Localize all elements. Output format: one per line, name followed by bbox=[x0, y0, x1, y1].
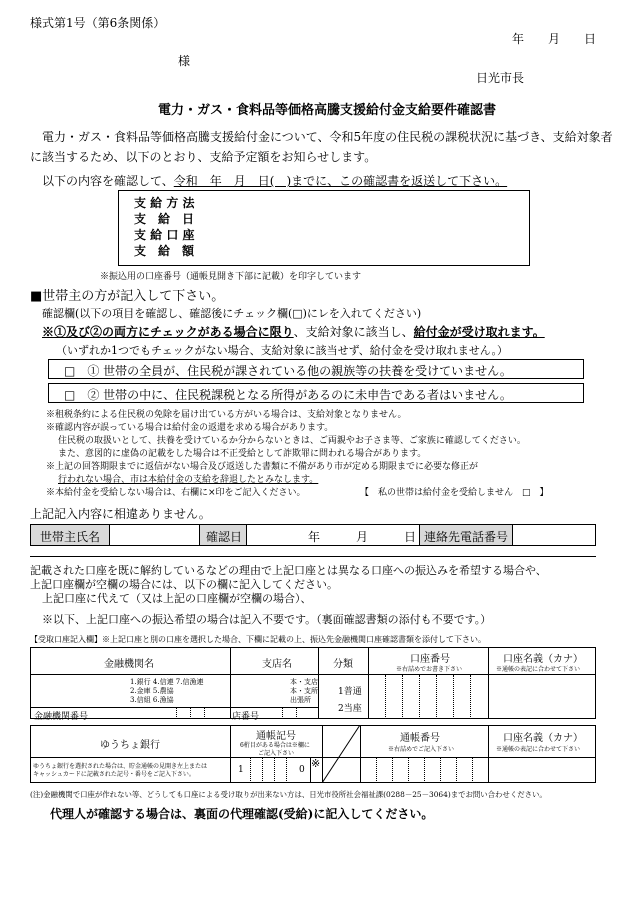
branch-type-1: 本・支店 bbox=[290, 678, 318, 686]
instr2-bold: ※①及び②の両方にチェックがある場合に限り bbox=[42, 325, 294, 339]
confirm-statement: 上記記入内容に相違ありません。 bbox=[30, 507, 211, 521]
agent-note: 代理人が確認する場合は、裏面の代理確認(受給)に記入してください。 bbox=[50, 807, 434, 821]
other-account-line2: 上記口座欄が空欄の場合には、以下の欄に記入してください。 bbox=[30, 578, 338, 591]
category-header: 分類 bbox=[333, 659, 353, 670]
account-form-header: 【受取口座記入欄】※上記口座と別の口座を選択した場合、下欄に記載の上、振込先金融機関口座確認書類を添付して下さい。 bbox=[30, 635, 486, 644]
date-day: 日 bbox=[584, 32, 597, 46]
payment-account-label: 支 給 口 座 bbox=[134, 228, 195, 242]
pbnum-dot-2 bbox=[392, 758, 393, 783]
householder-heading: ■世帯主の方が記入して下さい。 bbox=[30, 289, 225, 304]
bank-col-divider-1 bbox=[230, 647, 231, 719]
branch-type-3: 出張所 bbox=[290, 696, 311, 704]
category-option-2[interactable]: 2当座 bbox=[338, 704, 362, 714]
branch-code-label: 店番号 bbox=[232, 712, 260, 722]
acct-digit-dot-2 bbox=[402, 675, 403, 719]
confirm-year: 年 bbox=[308, 530, 321, 544]
account-holder-note: ※通帳の表記に合わせて下さい bbox=[496, 666, 581, 673]
branch-code-dot-1 bbox=[282, 708, 283, 719]
other-account-line4: ※以下、上記口座への振込希望の場合は記入不要です。（裏面確認書類の添付も不要です。） bbox=[42, 613, 492, 626]
section-divider bbox=[30, 556, 596, 557]
footer-note: (注)金融機関で口座が作れない等、どうしても口座による受け取りが出来ない方は、日光市役所社会福祉課(0288－25－3064)までお問い合わせください。 bbox=[30, 790, 547, 799]
bank-name-header: 金融機関名 bbox=[104, 659, 154, 670]
date-month: 月 bbox=[548, 32, 561, 46]
bank-code-dot-2 bbox=[190, 708, 191, 719]
instr2-underline: 給付金が受け取れます。 bbox=[413, 325, 545, 339]
payment-box-note: ※振込用の口座番号（通帳見開き下部に記載）を印字しています bbox=[100, 272, 362, 282]
bank-col-divider-3 bbox=[368, 647, 369, 719]
page-title: 電力・ガス・食料品等価格高騰支援給付金支給要件確認書 bbox=[158, 103, 497, 118]
yucho-col-divider-1 bbox=[230, 725, 231, 783]
yucho-note1: ゆうちょ銀行を選択された場合は、貯金通帳の見開き左上または bbox=[33, 763, 208, 770]
branch-type-2: 本・支所 bbox=[290, 687, 318, 695]
yucho-col-divider-4 bbox=[488, 725, 489, 783]
instr2-mid: 、支給対象に該当し、 bbox=[293, 325, 414, 339]
branch-name-header: 支店名 bbox=[262, 659, 292, 670]
symbol-first-digit: 1 bbox=[238, 765, 244, 775]
payment-method-label: 支 給 方 法 bbox=[134, 196, 195, 210]
bank-type-2: 2.金庫 5.農協 bbox=[130, 687, 174, 695]
acct-digit-dot-5 bbox=[453, 675, 454, 719]
note-4: また、意図的に虚偽の記載をした場合は不正受給として詐欺罪に問われる場合があります。 bbox=[58, 449, 427, 459]
date-input[interactable] bbox=[246, 524, 420, 546]
pbnum-dot-5 bbox=[440, 758, 441, 783]
bank-table-header-divider bbox=[30, 674, 596, 675]
acct-digit-dot-4 bbox=[436, 675, 437, 719]
householder-instr1: 確認欄(以下の項目を確認し、確認後にチェック欄(□)にレを入れてください) bbox=[42, 307, 422, 320]
deadline-text: 令和 年 月 日( )までに、この確認書を返送して下さい。 bbox=[173, 174, 508, 188]
note-5: ※上記の回答期限までに返信がない場合及び返送した書類に不備があり市が定める期限までに必要な修正が bbox=[46, 462, 479, 472]
branch-code-dot-2 bbox=[296, 708, 297, 719]
pbnum-dot-6 bbox=[456, 758, 457, 783]
note-2: ※確認内容が誤っている場合は給付金の返還を求める場合があります。 bbox=[46, 423, 334, 433]
pbnum-dot-3 bbox=[408, 758, 409, 783]
check-1-label: □ ① 世帯の全員が、住民税が課されている他の親族等の扶養を受けていません。 bbox=[64, 364, 512, 378]
symbol-dot-4 bbox=[286, 758, 287, 783]
confirm-month: 月 bbox=[356, 530, 369, 544]
yucho-label: ゆうちょ銀行 bbox=[100, 740, 160, 751]
symbol-dot-2 bbox=[262, 758, 263, 783]
date-label: 確認日 bbox=[206, 530, 243, 544]
acct-digit-dot-1 bbox=[385, 675, 386, 719]
householder-instr3: （いずれか1つでもチェックがない場合、支給対象に該当せず、給付金を受け取れません。） bbox=[56, 344, 508, 357]
other-account-line3: 上記口座に代えて（又は上記の口座欄が空欄の場合）、 bbox=[42, 592, 312, 605]
acct-digit-dot-6 bbox=[470, 675, 471, 719]
symbol-star: ※ bbox=[311, 757, 321, 770]
note-7: ※本給付金を受給しない場合は、右欄に×印をご記入ください。 bbox=[46, 488, 306, 498]
phone-input[interactable] bbox=[512, 524, 596, 546]
note-3: 住民税の取扱いとして、扶養を受けているか分からないときは、ご両親やお子さま等、ご家族に確認してください。 bbox=[58, 436, 526, 446]
bank-code-dot-3 bbox=[204, 708, 205, 719]
yucho-holder-header: 口座名義（カナ） bbox=[503, 733, 583, 744]
check-2-label: □ ② 世帯の中に、住民税課税となる所得があるのに未申告である者はいません。 bbox=[64, 388, 512, 402]
note-1: ※租税条約による住民税の免除を届け出ている方がいる場合は、支給対象となりません。 bbox=[46, 410, 407, 420]
deadline-line bbox=[42, 172, 507, 189]
other-account-line1: 記載された口座を既に解約しているなどの理由で上記口座とは異なる口座への振込みを希望する場合や、 bbox=[30, 564, 547, 577]
bank-code-label: 金融機関番号 bbox=[34, 712, 89, 722]
bank-col-divider-2 bbox=[318, 647, 319, 719]
bank-type-3: 3.信組 6.漁協 bbox=[130, 696, 174, 704]
intro-line1: 電力・ガス・食料品等価格高騰支援給付金について、令和5年度の住民税の課税状況に基づき、支給対象者 bbox=[42, 130, 613, 144]
yucho-holder-note: ※通帳の表記に合わせて下さい bbox=[496, 746, 581, 753]
deadline-prefix: 以下の内容を確認して、 bbox=[42, 174, 174, 188]
phone-label: 連絡先電話番号 bbox=[424, 530, 509, 544]
symbol-dot-1 bbox=[250, 758, 251, 783]
passbook-symbol-header: 通帳記号 bbox=[256, 731, 296, 742]
bank-table-code-divider bbox=[30, 707, 318, 708]
passbook-number-note: ※右詰めでご記入下さい bbox=[388, 746, 455, 753]
account-number-note: ※右詰めでお書き下さい bbox=[396, 666, 463, 673]
bank-col-divider-4 bbox=[488, 647, 489, 719]
form-number: 様式第1号（第6条関係） bbox=[30, 16, 166, 30]
category-option-1[interactable]: 1普通 bbox=[338, 687, 362, 697]
name-input[interactable] bbox=[109, 524, 200, 546]
passbook-symbol-note2: ご記入下さい bbox=[258, 750, 295, 757]
name-label: 世帯主氏名 bbox=[40, 530, 101, 544]
account-number-header: 口座番号 bbox=[410, 654, 450, 665]
symbol-dot-3 bbox=[274, 758, 275, 783]
decline-checkbox-label[interactable]: 【 私の世帯は給付金を受給しません □ 】 bbox=[360, 488, 549, 498]
yucho-diagonal bbox=[322, 725, 360, 783]
householder-instr2 bbox=[42, 323, 545, 340]
account-holder-header: 口座名義（カナ） bbox=[503, 654, 583, 665]
pbnum-dot-7 bbox=[472, 758, 473, 783]
acct-digit-dot-3 bbox=[419, 675, 420, 719]
note-6: 行われない場合、市は本給付金の支給を辞退したとみなします。 bbox=[58, 475, 319, 485]
pbnum-dot-1 bbox=[376, 758, 377, 783]
bank-code-dot-1 bbox=[176, 708, 177, 719]
passbook-symbol-note1: 6桁目がある場合は※欄に bbox=[240, 742, 310, 749]
addressee-suffix: 様 bbox=[178, 54, 191, 68]
payment-amount-label: 支 給 額 bbox=[134, 244, 195, 258]
yucho-note2: キャッシュカードに記載された記号・番号をご記入下さい。 bbox=[33, 771, 195, 778]
confirm-day: 日 bbox=[404, 530, 417, 544]
bank-type-1: 1.銀行 4.信連 7.信漁連 bbox=[130, 678, 204, 686]
pbnum-dot-4 bbox=[424, 758, 425, 783]
passbook-number-header: 通帳番号 bbox=[400, 733, 440, 744]
yucho-col-divider-3 bbox=[360, 725, 361, 783]
intro-line2: に該当するため、以下のとおり、支給予定額をお知らせします。 bbox=[30, 150, 377, 164]
symbol-last-digit: 0 bbox=[299, 765, 305, 775]
payment-date-label: 支 給 日 bbox=[134, 212, 195, 226]
issuer: 日光市長 bbox=[476, 71, 525, 85]
date-year: 年 bbox=[512, 32, 525, 46]
